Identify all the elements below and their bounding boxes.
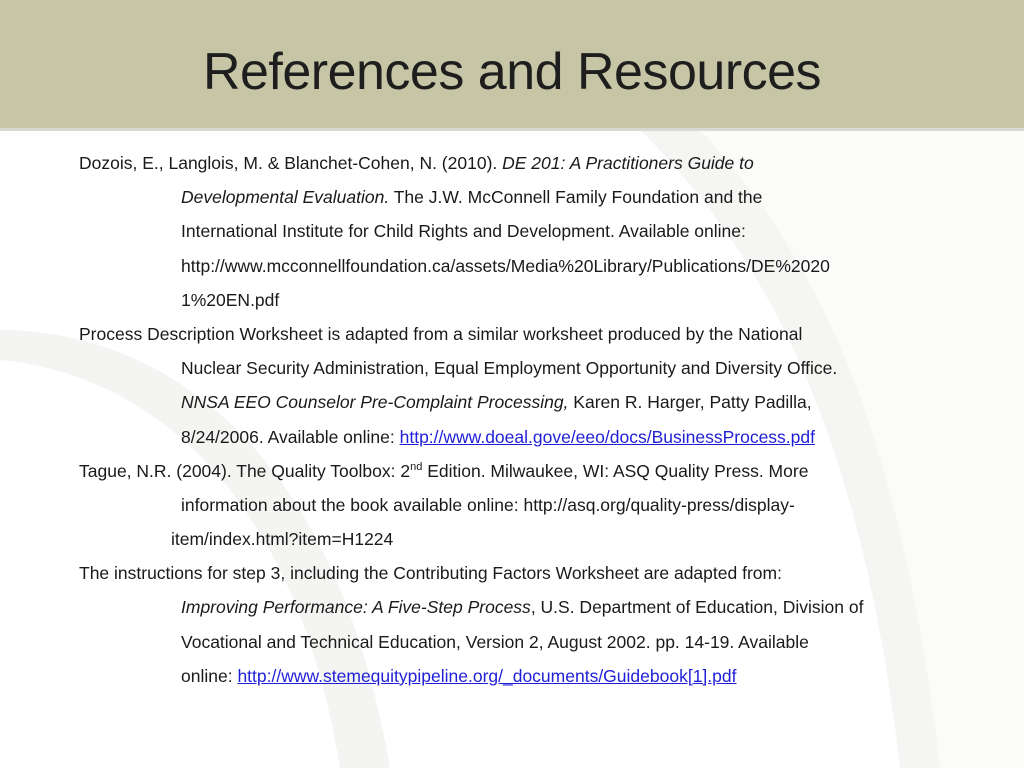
reference-line: Improving Performance: A Five-Step Process, U.S. Department of Education, Division of [181,597,864,618]
reference-line: Developmental Evaluation. The J.W. McConnell Family Foundation and the [181,187,763,208]
reference-line: The instructions for step 3, including the Contributing Factors Worksheet are adapted from: [79,563,782,584]
reference-line: International Institute for Child Rights and Development. Available online: [181,221,746,242]
reference-line: item/index.html?item=H1224 [171,529,394,550]
reference-line: 8/24/2006. Available online: http://www.doeal.gove/eeo/docs/BusinessProcess.pdf [181,426,815,447]
reference-item-process-description [79,317,949,454]
reference-line: NNSA EEO Counselor Pre-Complaint Processing, Karen R. Harger, Patty Padilla, [181,392,812,413]
reference-item-tague [79,454,949,557]
title-header-band [0,0,1024,131]
reference-line: information about the book available online: http://asq.org/quality-press/display- [181,494,795,515]
reference-item-dozois [79,146,949,317]
reference-title-italic: Developmental Evaluation. [181,187,390,208]
reference-line: Process Description Worksheet is adapted from a similar worksheet produced by the National [79,323,803,344]
reference-line: Tague, N.R. (2004). The Quality Toolbox: 2nd Edition. Milwaukee, WI: ASQ Quality Press. More [79,460,809,481]
reference-title-italic: DE 201: A Practitioners Guide to [502,153,754,173]
reference-url-text: http://www.mcconnellfoundation.ca/assets/Media%20Library/Publications/DE%2020 [181,255,830,276]
guidebook-link[interactable]: http://www.stemequitypipeline.org/_documents/Guidebook[1].pdf [237,665,737,686]
slide-title: References and Resources [202,43,822,101]
reference-line: online: http://www.stemequitypipeline.org/_documents/Guidebook[1].pdf [181,665,737,686]
reference-line: Nuclear Security Administration, Equal Employment Opportunity and Diversity Office. [181,358,838,379]
reference-url-text: 1%20EN.pdf [181,289,280,310]
reference-line: Dozois, E., Langlois, M. & Blanchet-Cohen, N. (2010). DE 201: A Practitioners Guide to [79,153,754,173]
reference-title-italic: NNSA EEO Counselor Pre-Complaint Processing, [181,392,569,413]
ordinal-superscript: nd [410,460,423,473]
reference-title-italic: Improving Performance: A Five-Step Process [181,597,531,618]
reference-item-improving-performance [79,556,949,693]
references-list [79,146,949,693]
businessprocess-link[interactable]: http://www.doeal.gove/eeo/docs/BusinessProcess.pdf [399,426,815,447]
reference-line: Vocational and Technical Education, Version 2, August 2002. pp. 14-19. Available [181,631,809,652]
